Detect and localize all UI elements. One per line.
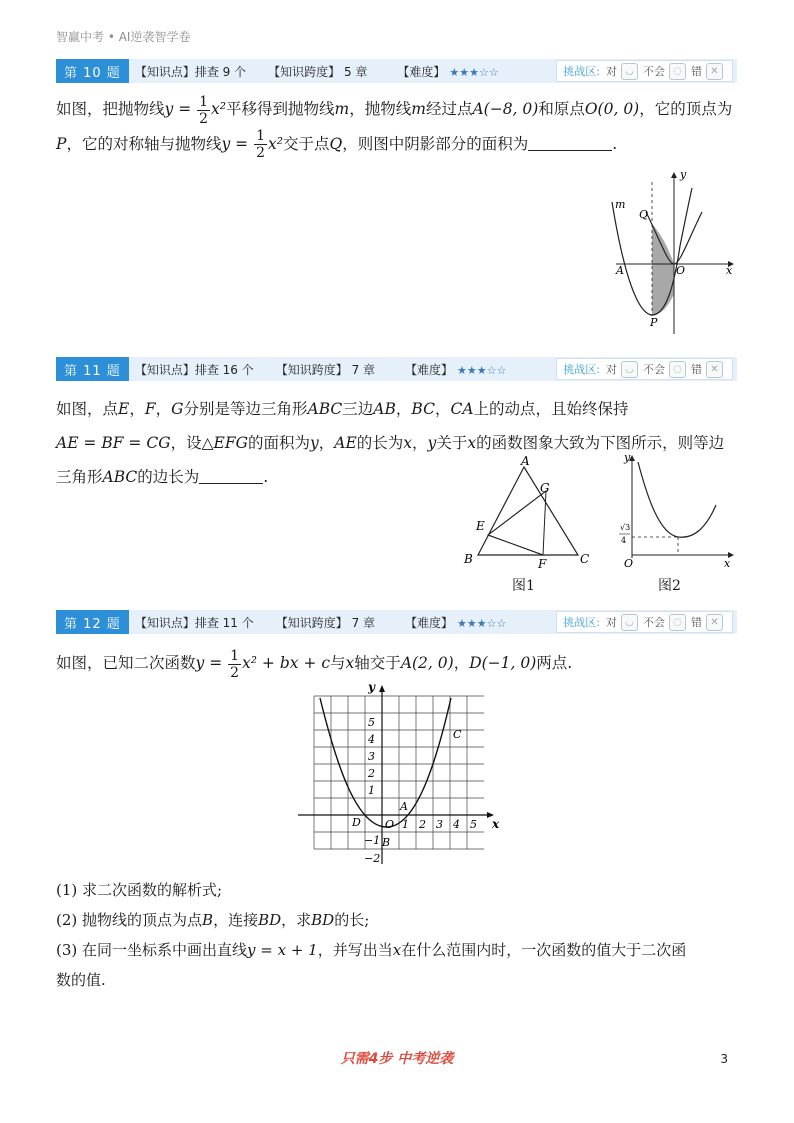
svg-text:A: A — [400, 800, 408, 813]
svg-text:O: O — [385, 818, 395, 831]
sub-question-1: (1) 求二次函数的解析式; — [56, 881, 223, 899]
page-header: 智赢中考 • AI逆袭智学卷 — [56, 30, 191, 44]
page-number: 3 — [720, 1052, 728, 1066]
question-number: 第 11 题 — [56, 357, 129, 381]
svg-text:1: 1 — [402, 818, 409, 831]
unknown-checkbox[interactable]: ◌ — [669, 614, 686, 631]
unknown-checkbox[interactable]: ◌ — [669, 361, 686, 378]
question-11-text: 如图，点E，F，G分别是等边三角形ABC三边AB，BC，CA上的动点，且始终保持 AE = BF = CG，设△EFG的面积为y，AE的长为x，y关于x的函数图象大致为下图所示，则等边 三角形ABC的边长为 . — [56, 400, 725, 486]
question-bar-10 — [56, 59, 737, 83]
knowledge-label: 【知识点】排查 16 个 — [134, 362, 254, 377]
span-label: 【知识跨度】 7 章 — [275, 362, 376, 377]
difficulty-label: 【难度】 ★★★☆☆ — [405, 362, 507, 377]
fraction-half: $\frac{1}{2}$ — [199, 93, 209, 127]
svg-text:x: x — [724, 557, 731, 570]
label-y: y — [680, 168, 687, 181]
right-checkbox[interactable]: ◡ — [621, 63, 638, 80]
knowledge-label: 【知识点】排查 11 个 — [134, 615, 254, 630]
label-G: G — [540, 481, 550, 495]
label-x: x — [726, 264, 733, 277]
label-F: F — [538, 557, 547, 570]
unknown-checkbox[interactable]: ◌ — [669, 63, 686, 80]
shaded-region — [652, 224, 674, 314]
svg-text:C: C — [453, 728, 462, 741]
knowledge-label: 【知识点】排查 9 个 — [134, 64, 247, 79]
question-bar-11 — [56, 357, 737, 381]
parabola-q12 — [320, 698, 451, 827]
answer-status-group: 挑战区: 对 ◡ 不会 ◌ 错 ✕ — [556, 358, 733, 380]
right-checkbox[interactable]: ◡ — [621, 614, 638, 631]
svg-text:y: y — [368, 680, 375, 694]
fraction-half-2: $\frac{1}{2}$ — [256, 128, 265, 161]
svg-text:B: B — [382, 836, 391, 849]
difficulty-label: 【难度】 ★★★☆☆ — [397, 64, 499, 79]
label-B: B — [464, 552, 473, 566]
label-C: C — [580, 552, 590, 566]
svg-text:5: 5 — [368, 716, 375, 729]
sub-question-3: (3) 在同一坐标系中画出直线y = x + 1，并写出当x在什么范围内时，一次函数的值大于二次函 — [56, 941, 687, 959]
svg-text:−2: −2 — [364, 852, 381, 865]
span-label: 【知识跨度】 5 章 — [268, 64, 368, 79]
label-A: A — [616, 264, 624, 277]
svg-text:2: 2 — [419, 818, 426, 831]
answer-status-group: 挑战区: 对 ◡ 不会 ◌ 错 ✕ — [556, 60, 733, 82]
difficulty-label: 【难度】 ★★★☆☆ — [405, 615, 507, 630]
figure-2-caption: 图2 — [658, 578, 681, 594]
question-number: 第 12 题 — [56, 610, 129, 634]
difficulty-stars: ★★★☆☆ — [457, 616, 507, 630]
question-10-text: 如图，把抛物线y = $\frac{1}{2}$ x²平移得到抛物线m，抛物线m经过点A(−8, 0)和原点O(0, 0)，它的顶点为 P，它的对称轴与抛物线y = $\frac{1}{2}$ x²交于点Q，则图中阴影部分的面积为 . — [56, 93, 733, 161]
answer-blank[interactable] — [199, 465, 263, 484]
fraction-half-3: $\frac{1}{2}$ — [230, 647, 240, 681]
svg-text:4: 4 — [621, 536, 627, 545]
svg-text:−1: −1 — [364, 834, 381, 847]
right-checkbox[interactable]: ◡ — [621, 361, 638, 378]
question-12-text: 如图，已知二次函数y = $\frac{1}{2}$ x² + bx + c与x轴交于A(2, 0)，D(−1, 0)两点. — [56, 647, 573, 681]
answer-status-group: 挑战区: 对 ◡ 不会 ◌ 错 ✕ — [556, 611, 733, 633]
figure-parabola-q10 — [604, 166, 740, 336]
answer-blank[interactable] — [528, 132, 612, 151]
difficulty-stars: ★★★☆☆ — [449, 65, 499, 79]
svg-text:y: y — [624, 451, 631, 464]
sub-question-2: (2) 抛物线的顶点为点B，连接BD，求BD的长; — [56, 911, 370, 929]
figure-grid-q12 — [296, 678, 502, 868]
wrong-checkbox[interactable]: ✕ — [706, 614, 723, 631]
question-bar-12 — [56, 610, 737, 634]
svg-text:3: 3 — [436, 818, 443, 831]
sub-question-3-cont: 数的值. — [56, 971, 106, 989]
svg-text:O: O — [624, 557, 634, 570]
wrong-checkbox[interactable]: ✕ — [706, 63, 723, 80]
svg-text:4: 4 — [453, 818, 460, 831]
svg-text:3: 3 — [368, 750, 375, 763]
svg-text:1: 1 — [368, 784, 375, 797]
svg-text:√3: √3 — [620, 523, 631, 532]
svg-text:4: 4 — [368, 733, 375, 746]
svg-text:5: 5 — [470, 818, 477, 831]
footer-logo: 只需4步 中考逆袭 — [340, 1051, 454, 1067]
question-number: 第 10 题 — [56, 59, 129, 83]
span-label: 【知识跨度】 7 章 — [275, 615, 376, 630]
label-P: P — [650, 316, 658, 329]
figure-1-caption: 图1 — [512, 578, 535, 594]
label-O: O — [676, 264, 686, 277]
difficulty-stars: ★★★☆☆ — [457, 363, 507, 377]
svg-text:2: 2 — [368, 767, 375, 780]
label-A: A — [521, 455, 530, 468]
svg-text:x: x — [492, 817, 500, 831]
label-Q: Q — [639, 208, 649, 221]
figure-triangle-q11 — [460, 455, 600, 570]
figure-graph-q11 — [612, 450, 742, 572]
label-E: E — [476, 519, 485, 533]
svg-text:D: D — [352, 816, 361, 829]
label-m: m — [615, 198, 626, 211]
wrong-checkbox[interactable]: ✕ — [706, 361, 723, 378]
